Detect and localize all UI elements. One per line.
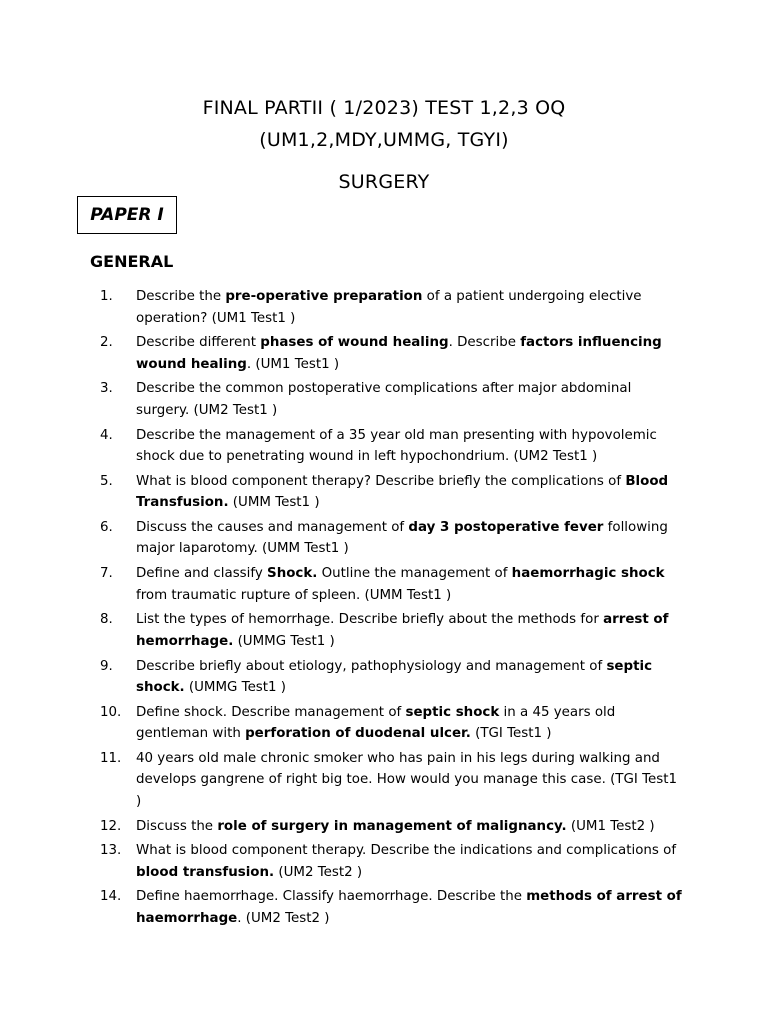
question-text-run: . (UM1 Test1 ) <box>246 356 340 372</box>
question-number: 14. <box>100 889 122 905</box>
question-emphasis: blood transfusion. <box>136 864 275 880</box>
question-number: 6. <box>100 519 113 535</box>
question-text-run: Describe briefly about etiology, pathophysiology and management of <box>136 658 607 674</box>
question-emphasis: factors influencing wound healing <box>136 335 662 372</box>
question-number: 8. <box>100 612 113 628</box>
question-item <box>100 656 685 699</box>
question-number: 7. <box>100 566 113 582</box>
question-number: 4. <box>100 427 113 443</box>
question-item <box>100 886 685 929</box>
question-emphasis: septic shock. <box>136 658 653 695</box>
question-text-run: Define haemorrhage. Classify haemorrhage. Describe the <box>136 889 527 905</box>
question-emphasis: methods of arrest of haemorrhage <box>136 889 682 926</box>
question-number: 5. <box>100 473 113 489</box>
question-emphasis: role of surgery in management of malignancy. <box>217 818 567 834</box>
question-text <box>136 289 642 326</box>
question-text-run: in a 45 years old gentleman with <box>136 704 616 742</box>
question-text <box>136 751 677 809</box>
question-number: 13. <box>100 843 122 859</box>
exam-institutions: (UM1,2,MDY,UMMG, TGYI) <box>259 129 509 151</box>
question-text-run: 40 years old male chronic smoker who has pain in his legs during walking and develops gangrene of right big toe. How would you manage this case. (TGI Test1 ) <box>136 750 677 809</box>
question-text-run: List the types of hemorrhage. Describe briefly about the methods for <box>136 612 604 628</box>
paper-label-box <box>77 196 177 234</box>
question-text <box>136 819 655 834</box>
question-text-run: Define and classify <box>136 566 268 582</box>
question-text-run: What is blood component therapy. Describe the indications and complications of <box>136 843 677 859</box>
question-text-run: (UM2 Test2 ) <box>274 864 363 880</box>
question-emphasis: Blood Transfusion. <box>136 473 669 511</box>
paper-label: PAPER I <box>90 205 164 225</box>
question-item <box>100 378 685 421</box>
question-item <box>100 332 685 375</box>
question-text-run: What is blood component therapy? Describe briefly the complications of <box>136 473 626 489</box>
question-text-run: (UMMG Test1 ) <box>184 680 287 695</box>
question-text-run: . Describe <box>448 335 521 351</box>
question-emphasis: haemorrhagic shock <box>511 566 665 582</box>
subject-title: SURGERY <box>338 171 430 193</box>
question-text-run: Describe the <box>136 289 226 304</box>
question-text-run: from traumatic rupture of spleen. (UMM Test1 ) <box>136 587 452 603</box>
question-item <box>100 748 685 813</box>
question-item <box>100 816 685 838</box>
question-emphasis: pre-operative preparation <box>225 289 423 304</box>
question-text <box>136 520 668 557</box>
question-number: 1. <box>100 289 113 304</box>
question-item <box>100 702 685 745</box>
question-text-run: (UMMG Test1 ) <box>233 633 335 649</box>
question-item <box>100 425 685 468</box>
question-number: 10. <box>100 704 122 720</box>
question-text-run: . (UM2 Test2 ) <box>237 910 330 926</box>
question-text-run: Describe the common postoperative complications after major abdominal surgery. (UM2 Test1 ) <box>136 381 632 418</box>
question-number: 11. <box>100 750 122 766</box>
question-text-run: (TGI Test1 ) <box>470 726 552 742</box>
question-emphasis: perforation of duodenal ulcer. <box>245 726 471 742</box>
question-text <box>136 659 652 696</box>
question-text <box>136 612 668 649</box>
question-text-run: Describe the management of a 35 year old man presenting with hypovolemic shock due to penetrating wound in left hypochondrium. (UM2 Test1 ) <box>136 427 657 465</box>
question-text-run: of a patient undergoing elective operation? (UM1 Test1 ) <box>136 289 642 326</box>
question-text <box>136 428 657 465</box>
question-text-run: Discuss the <box>136 818 218 834</box>
question-item <box>100 563 685 606</box>
question-text <box>136 705 615 742</box>
question-item <box>100 609 685 652</box>
exam-title: FINAL PARTII ( 1/2023) TEST 1,2,3 OQ <box>202 97 566 119</box>
question-item <box>100 286 685 329</box>
question-text-run: Discuss the causes and management of <box>136 519 409 535</box>
question-emphasis: septic shock <box>405 704 500 720</box>
question-emphasis: Shock. <box>267 566 318 582</box>
question-item <box>100 517 685 560</box>
question-text-run: Describe different <box>136 335 261 351</box>
question-emphasis: day 3 postoperative fever <box>408 519 604 535</box>
question-text-run: following major laparotomy. (UMM Test1 ) <box>136 519 668 557</box>
question-emphasis: phases of wound healing <box>260 335 449 351</box>
question-number: 2. <box>100 335 113 351</box>
question-text <box>136 889 682 926</box>
question-text <box>136 843 676 880</box>
question-list <box>100 286 685 933</box>
question-emphasis: arrest of hemorrhage. <box>136 612 669 649</box>
question-item <box>100 840 685 883</box>
question-text <box>136 474 668 511</box>
question-number: 12. <box>100 818 122 834</box>
question-text-run: Outline the management of <box>317 566 512 582</box>
question-item <box>100 471 685 514</box>
question-number: 3. <box>100 381 113 397</box>
question-number: 9. <box>100 658 113 674</box>
question-text <box>136 381 631 418</box>
question-text-run: (UM1 Test2 ) <box>566 818 655 834</box>
question-text-run: (UMM Test1 ) <box>228 495 320 511</box>
question-text <box>136 335 662 372</box>
question-text <box>136 566 665 603</box>
section-heading: GENERAL <box>90 252 174 271</box>
question-text-run: Define shock. Describe management of <box>136 704 406 720</box>
